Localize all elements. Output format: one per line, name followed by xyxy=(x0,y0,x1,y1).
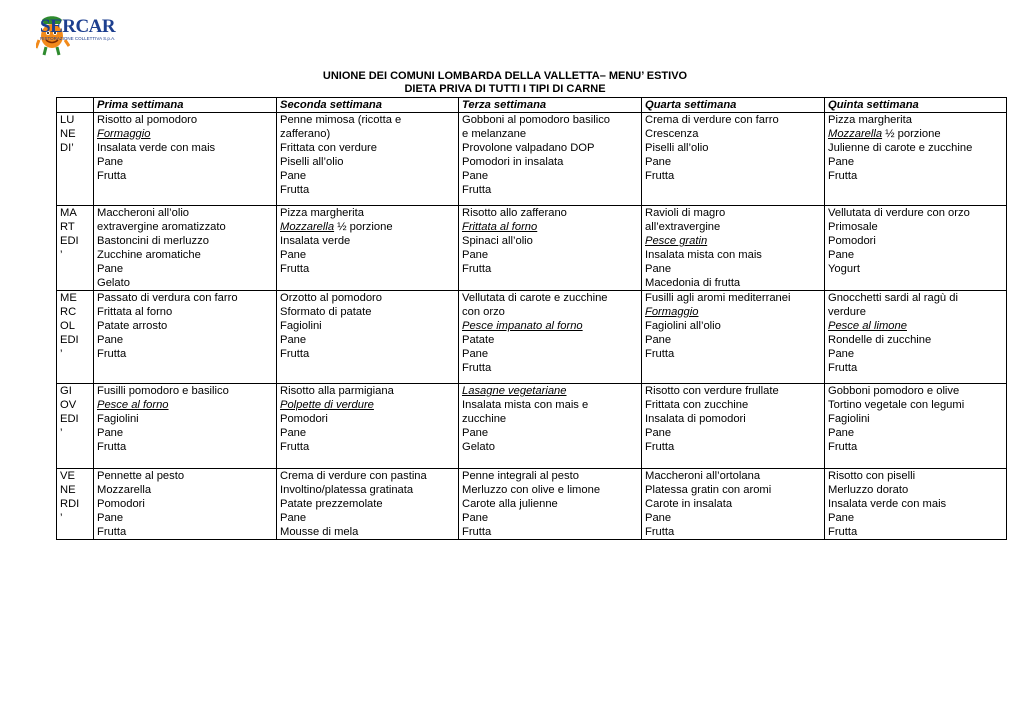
dish: all’extravergine xyxy=(645,221,721,233)
dish: Pane xyxy=(280,427,307,439)
dish: Penne mimosa (ricotta e xyxy=(280,114,402,126)
dish: Patate arrosto xyxy=(97,320,168,332)
dish: Frittata al forno xyxy=(462,221,538,233)
page-title: UNIONE DEI COMUNI LOMBARDA DELLA VALLETTA– MENU’ ESTIVO xyxy=(322,70,688,82)
dish: Pane xyxy=(828,156,855,168)
dish: Frittata con verdure xyxy=(280,142,378,154)
dish: Pomodori in insalata xyxy=(462,156,564,168)
dish: Fusilli agli aromi mediterranei xyxy=(645,292,791,304)
menu-cell xyxy=(94,291,277,384)
dish: Insalata verde xyxy=(280,235,351,247)
week-header: Seconda settimana xyxy=(277,98,459,113)
menu-cell xyxy=(459,206,642,291)
dish: Pane xyxy=(280,249,307,261)
dish: Risotto alla parmigiana xyxy=(280,385,394,397)
dish: Sformato di patate xyxy=(280,306,372,318)
menu-cell xyxy=(642,206,825,291)
dish: Insalata verde con mais xyxy=(828,498,947,510)
dish: Pane xyxy=(645,263,672,275)
dish: Julienne di carote e zucchine xyxy=(828,142,973,154)
dish: verdure xyxy=(828,306,866,318)
dish: Frutta xyxy=(462,362,492,374)
dish: Frutta xyxy=(462,184,492,196)
day-row-mercoledi xyxy=(57,291,1007,384)
menu-cell xyxy=(825,291,1007,384)
day-label-part: EDI xyxy=(60,334,79,346)
dish: Insalata mista con mais xyxy=(645,249,762,261)
brand-subtitle: RISTORAZIONE COLLETTIVA S.p.A. xyxy=(40,36,116,41)
dish: Frutta xyxy=(280,441,310,453)
dish: Fagiolini xyxy=(280,320,322,332)
dish: Pizza margherita xyxy=(280,207,364,219)
day-label-part: VE xyxy=(60,470,75,482)
dish: Passato di verdura con farro xyxy=(97,292,238,304)
dish: Crescenza xyxy=(645,128,699,140)
dish: Pane xyxy=(828,512,855,524)
dish: Carote in insalata xyxy=(645,498,733,510)
dish: Frutta xyxy=(645,441,675,453)
menu-table xyxy=(56,97,1007,540)
dish: Formaggio xyxy=(645,306,699,318)
dish: Frutta xyxy=(645,526,675,538)
day-label-part: LU xyxy=(60,114,75,126)
dish: Mozzarella xyxy=(828,128,883,140)
dish: Lasagne vegetariane xyxy=(462,385,567,397)
menu-cell xyxy=(459,384,642,469)
dish: Gelato xyxy=(462,441,495,453)
week-header: Quarta settimana xyxy=(642,98,825,113)
day-row-giovedi xyxy=(57,384,1007,469)
dish: Mozzarella xyxy=(280,221,335,233)
dish: Insalata di pomodori xyxy=(645,413,746,425)
dish: Pane xyxy=(462,249,489,261)
day-label xyxy=(57,291,94,384)
dish: Pane xyxy=(97,334,124,346)
dish: Pane xyxy=(280,512,307,524)
dish: Frittata al forno xyxy=(97,306,173,318)
dish: Frutta xyxy=(280,263,310,275)
day-row-venerdi xyxy=(57,469,1007,540)
day-label-part: RDI xyxy=(60,498,80,510)
day-label-part: ’ xyxy=(60,427,63,439)
menu-cell xyxy=(94,469,277,540)
dish: Pomodori xyxy=(280,413,328,425)
day-row-martedi xyxy=(57,206,1007,291)
dish: Polpette di verdure xyxy=(280,399,374,411)
dish: Macedonia di frutta xyxy=(645,277,741,289)
day-label-part: GI xyxy=(60,385,72,397)
week-header-row xyxy=(57,98,1007,113)
dish: Frutta xyxy=(97,441,127,453)
day-label-part: ’ xyxy=(60,249,63,261)
dish: Pane xyxy=(645,427,672,439)
dish: Maccheroni all’olio xyxy=(97,207,190,219)
dish: Patate prezzemolate xyxy=(280,498,383,510)
week-header: Terza settimana xyxy=(459,98,642,113)
day-label xyxy=(57,384,94,469)
dish: Pane xyxy=(462,348,489,360)
dish: Frutta xyxy=(97,170,127,182)
dish: Spinaci all’olio xyxy=(462,235,533,247)
menu-cell xyxy=(459,113,642,206)
dish: Frutta xyxy=(462,263,492,275)
dish: Frutta xyxy=(97,526,127,538)
dish: Pane xyxy=(97,156,124,168)
dish: Pane xyxy=(462,170,489,182)
dish: Piselli all’olio xyxy=(280,156,344,168)
dish: Vellutata di verdure con orzo xyxy=(828,207,970,219)
dish: Risotto con verdure frullate xyxy=(645,385,779,397)
dish: Orzotto al pomodoro xyxy=(280,292,382,304)
dish: Pane xyxy=(645,512,672,524)
dish: con orzo xyxy=(462,306,505,318)
dish: Platessa gratin con aromi xyxy=(645,484,772,496)
dish: Provolone valpadano DOP xyxy=(462,142,595,154)
menu-cell xyxy=(825,113,1007,206)
dish: Primosale xyxy=(828,221,878,233)
dish: Rondelle di zucchine xyxy=(828,334,932,346)
dish: Frutta xyxy=(280,348,310,360)
day-label-part: OL xyxy=(60,320,75,332)
dish: Fagiolini all’olio xyxy=(645,320,721,332)
dish: Merluzzo dorato xyxy=(828,484,909,496)
week-header: Quinta settimana xyxy=(825,98,1007,113)
day-row-lunedi xyxy=(57,113,1007,206)
dish: Vellutata di carote e zucchine xyxy=(462,292,608,304)
dish: Pane xyxy=(280,170,307,182)
menu-cell xyxy=(94,113,277,206)
dish: Pesce gratin xyxy=(645,235,708,247)
dish: Pomodori xyxy=(97,498,145,510)
dish: Gnocchetti sardi al ragù di xyxy=(828,292,958,304)
dish: Pesce impanato al forno xyxy=(462,320,583,332)
week-header: Prima settimana xyxy=(94,98,277,113)
menu-cell xyxy=(642,384,825,469)
dish: Crema di verdure con pastina xyxy=(280,470,427,482)
menu-cell xyxy=(277,206,459,291)
dish: Tortino vegetale con legumi xyxy=(828,399,965,411)
dish: Risotto con piselli xyxy=(828,470,916,482)
dish: Pane xyxy=(828,249,855,261)
dish: Frutta xyxy=(645,170,675,182)
dish: Gobboni al pomodoro basilico xyxy=(462,114,611,126)
dish: Penne integrali al pesto xyxy=(462,470,579,482)
menu-cell xyxy=(825,469,1007,540)
menu-cell xyxy=(825,384,1007,469)
dish: Mousse di mela xyxy=(280,526,359,538)
dish-with-portion xyxy=(828,127,1004,141)
portion-note: ½ porzione xyxy=(337,221,393,233)
menu-cell xyxy=(94,384,277,469)
dish: Formaggio xyxy=(97,128,151,140)
menu-cell xyxy=(94,206,277,291)
dish: Insalata mista con mais e xyxy=(462,399,589,411)
dish: Yogurt xyxy=(828,263,860,275)
dish: Pane xyxy=(462,427,489,439)
dish: Fagiolini xyxy=(97,413,139,425)
dish: Bastoncini di merluzzo xyxy=(97,235,209,247)
dish: Frutta xyxy=(97,348,127,360)
dish: Involtino/platessa gratinata xyxy=(280,484,414,496)
dish: Merluzzo con olive e limone xyxy=(462,484,601,496)
day-label-part: ’ xyxy=(60,348,63,360)
dish: Insalata verde con mais xyxy=(97,142,216,154)
dish: Zucchine aromatiche xyxy=(97,249,201,261)
dish: Frutta xyxy=(828,170,858,182)
dish: Mozzarella xyxy=(97,484,152,496)
dish: Patate xyxy=(462,334,495,346)
dish: Pizza margherita xyxy=(828,114,912,126)
dish: Fagiolini xyxy=(828,413,870,425)
menu-cell xyxy=(459,291,642,384)
dish: Risotto al pomodoro xyxy=(97,114,198,126)
dish: Frutta xyxy=(280,184,310,196)
menu-cell xyxy=(277,291,459,384)
day-label-part: NE xyxy=(60,128,76,140)
dish: zucchine xyxy=(462,413,507,425)
day-label xyxy=(57,469,94,540)
dish: Frutta xyxy=(462,526,492,538)
dish: Ravioli di magro xyxy=(645,207,726,219)
day-label xyxy=(57,206,94,291)
day-label xyxy=(57,113,94,206)
dish: Maccheroni all’ortolana xyxy=(645,470,761,482)
menu-cell xyxy=(277,384,459,469)
dish: zafferano) xyxy=(280,128,331,140)
dish: Pane xyxy=(645,334,672,346)
dish: Pesce al limone xyxy=(828,320,907,332)
dish: Risotto allo zafferano xyxy=(462,207,567,219)
dish: e melanzane xyxy=(462,128,527,140)
dish: Carote alla julienne xyxy=(462,498,558,510)
dish: Pane xyxy=(97,263,124,275)
menu-cell xyxy=(642,291,825,384)
day-label-part: EDI xyxy=(60,235,79,247)
dish: Frutta xyxy=(828,526,858,538)
dish: Pane xyxy=(280,334,307,346)
menu-cell xyxy=(277,469,459,540)
dish: Fusilli pomodoro e basilico xyxy=(97,385,229,397)
dish: Pane xyxy=(645,156,672,168)
dish: Frittata con zucchine xyxy=(645,399,749,411)
day-label-part: OV xyxy=(60,399,77,411)
day-label-part: ’ xyxy=(60,512,63,524)
dish: Gobboni pomodoro e olive xyxy=(828,385,960,397)
brand-name: SERCAR xyxy=(40,16,116,37)
dish: Crema di verdure con farro xyxy=(645,114,779,126)
menu-cell xyxy=(642,113,825,206)
portion-note: ½ porzione xyxy=(885,128,941,140)
day-label-part: RC xyxy=(60,306,77,318)
dish: Pane xyxy=(828,348,855,360)
corner-cell xyxy=(57,98,94,113)
dish: Pennette al pesto xyxy=(97,470,185,482)
menu-cell xyxy=(642,469,825,540)
dish: Pane xyxy=(97,427,124,439)
dish: Pane xyxy=(97,512,124,524)
dish: extravergine aromatizzato xyxy=(97,221,226,233)
menu-cell xyxy=(825,206,1007,291)
dish: Pesce al forno xyxy=(97,399,169,411)
dish: Pomodori xyxy=(828,235,876,247)
dish: Frutta xyxy=(828,441,858,453)
day-label-part: EDI xyxy=(60,413,79,425)
day-label-part: DI’ xyxy=(60,142,74,154)
dish: Pane xyxy=(462,512,489,524)
menu-cell xyxy=(277,113,459,206)
day-label-part: MA xyxy=(60,207,77,219)
dish: Frutta xyxy=(828,362,858,374)
page-subtitle: DIETA PRIVA DI TUTTI I TIPI DI CARNE xyxy=(404,83,606,95)
day-label-part: ME xyxy=(60,292,77,304)
menu-cell xyxy=(459,469,642,540)
dish: Gelato xyxy=(97,277,130,289)
dish: Frutta xyxy=(645,348,675,360)
dish-with-portion xyxy=(280,220,456,234)
dish: Pane xyxy=(828,427,855,439)
day-label-part: NE xyxy=(60,484,76,496)
day-label-part: RT xyxy=(60,221,75,233)
dish: Piselli all’olio xyxy=(645,142,709,154)
